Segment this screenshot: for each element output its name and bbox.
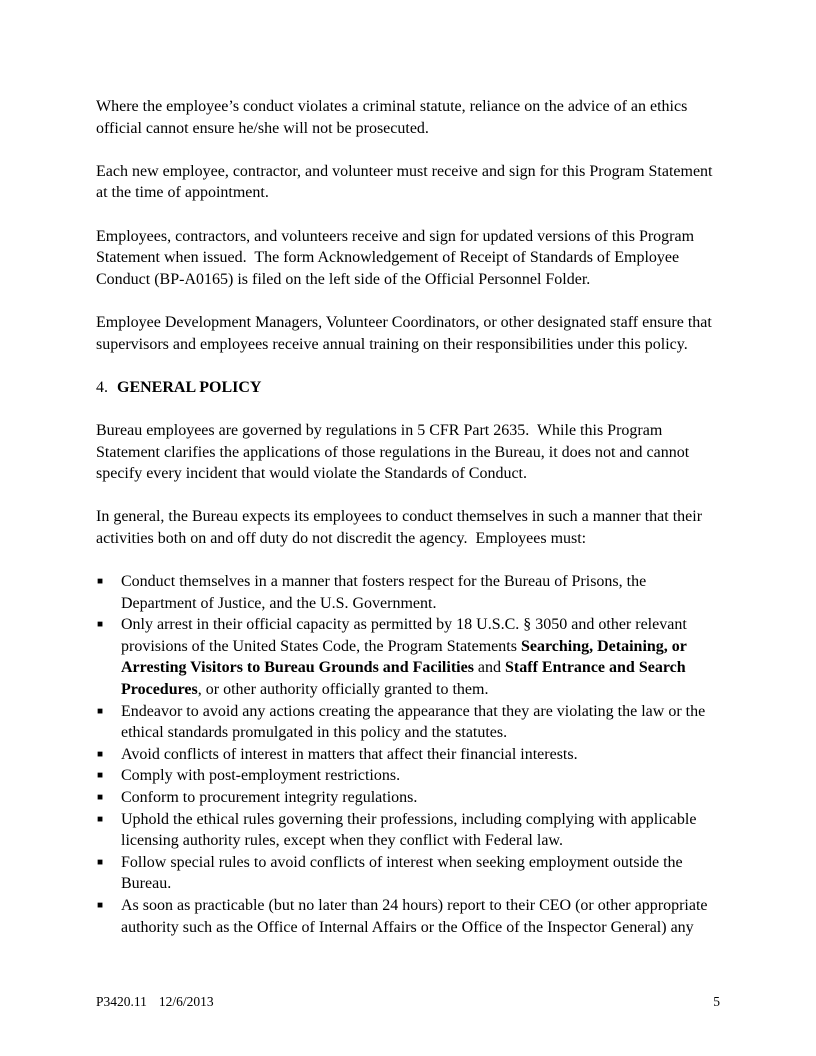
bullet-marker: ■	[97, 813, 104, 825]
bullet-marker: ■	[97, 770, 104, 782]
bullet-item	[96, 744, 722, 766]
bullet-marker: ■	[97, 792, 104, 803]
bullet-text: Uphold the ethical rules governing their professions, including complying with applicable licensing authority rules, except when they conflict with Federal law.	[121, 810, 701, 850]
bullet-item	[96, 701, 722, 744]
bullet-text: Conduct themselves in a manner that fosters respect for the Bureau of Prisons, the Department of Justice, and the U.S. Government.	[121, 573, 651, 612]
bullet-list	[96, 571, 722, 938]
bullet-text: Conform to procurement integrity regulations.	[121, 789, 418, 806]
bullet-item	[96, 765, 722, 787]
bullet-marker: ■	[97, 856, 104, 868]
bullet-marker: ■	[97, 705, 104, 717]
section-title: GENERAL POLICY	[117, 378, 262, 396]
paragraph-employees-must: In general, the Bureau expects its employees to conduct themselves in such a manner that their activities both on and off duty do not discredit the agency. Employees must:	[96, 508, 707, 547]
bullet-item	[96, 852, 722, 895]
bullet-item	[96, 809, 722, 852]
bullet-marker: ■	[97, 576, 104, 588]
bullet-marker: ■	[97, 899, 104, 911]
paragraph-ethics-advice: Where the employee’s conduct violates a criminal statute, reliance on the advice of an ethics official cannot ensure he/she will not be prosecuted.	[96, 98, 692, 137]
paragraph-annual-training: Employee Development Managers, Volunteer Coordinators, or other designated staff ensure that supervisors and employees receive annual training on their responsibilities under this policy.	[96, 313, 716, 353]
bullet-item	[96, 895, 722, 938]
section-heading	[96, 377, 722, 399]
bullet-item	[96, 787, 722, 809]
bullet-text: Avoid conflicts of interest in matters that affect their financial interests.	[121, 745, 578, 763]
bullet-text: As soon as practicable (but no later than 24 hours) report to their CEO (or other appropriate authority such as the Office of Internal Affairs or the Office of the Inspector General) any	[121, 896, 712, 936]
bullet-marker: ■	[97, 619, 104, 631]
page-number: 5	[713, 994, 720, 1009]
paragraph-updated-versions: Employees, contractors, and volunteers receive and sign for updated versions of this Program Statement when issued. The form Acknowledgement of Receipt of Standards of Employee Conduct (BP-A0165) is filed on the left side of the Official Personnel Folder.	[96, 227, 699, 288]
bullet-text: Only arrest in their official capacity as permitted by 18 U.S.C. § 3050 and other relevant provisions of the United States Code, the Program Statements Searching, Detaining, or Arresting Visitors to Bureau Grounds and Facilities and Staff Entrance and Search Procedures, or other authority officially granted to them.	[121, 616, 691, 699]
page-footer	[96, 993, 720, 1010]
document-body	[96, 96, 722, 938]
document-number: P3420.11	[96, 994, 147, 1009]
document-date: 12/6/2013	[158, 994, 214, 1009]
footer-left	[96, 993, 214, 1010]
paragraph-new-employee-sign: Each new employee, contractor, and volunteer must receive and sign for this Program Statement at the time of appointment.	[96, 162, 717, 202]
bullet-item	[96, 571, 722, 614]
section-number: 4.	[96, 378, 108, 396]
bullet-text: Follow special rules to avoid conflicts of interest when seeking employment outside the Bureau.	[121, 853, 687, 893]
bullet-item	[96, 614, 722, 700]
bullet-text: Endeavor to avoid any actions creating the appearance that they are violating the law or the ethical standards promulgated in this policy and the statutes.	[121, 702, 710, 742]
bullet-text: Comply with post-employment restrictions.	[121, 767, 401, 785]
paragraph-general-policy-intro: Bureau employees are governed by regulations in 5 CFR Part 2635. While this Program Statement clarifies the applications of those regulations in the Bureau, it does not and cannot specify every incident that would violate the Standards of Conduct.	[96, 421, 694, 483]
bullet-marker: ■	[97, 748, 104, 760]
